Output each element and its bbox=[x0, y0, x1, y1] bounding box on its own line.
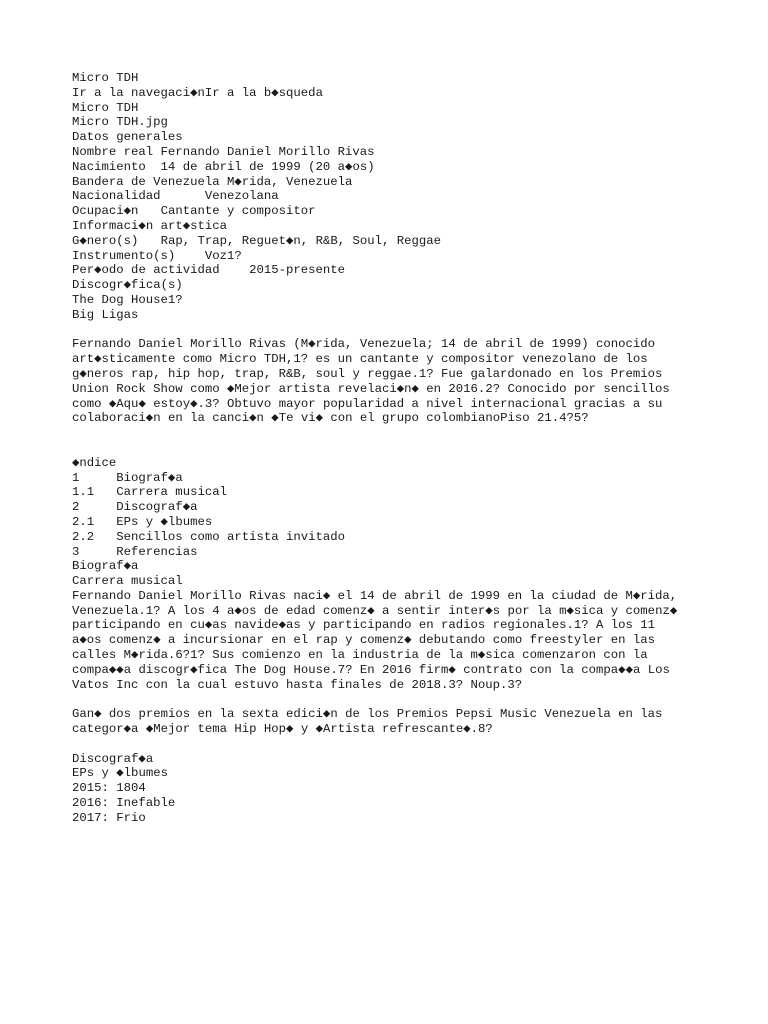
infobox-instruments: Instrumento(s) Voz1? bbox=[72, 248, 242, 263]
spacer bbox=[72, 737, 712, 752]
biography-line: Venezuela.1? A los 4 a◆os de edad comenz◆ a sentir inter◆s por la m◆sica y comenz◆ bbox=[72, 603, 678, 618]
spacer bbox=[72, 323, 712, 338]
infobox-label-item[interactable]: The Dog House1? bbox=[72, 292, 183, 307]
discography-heading: Discograf◆a bbox=[72, 751, 154, 766]
infobox-occupation: Ocupaci◆n Cantante y compositor bbox=[72, 204, 316, 219]
intro-line: colaboraci◆n en la canci◆n ◆Te vi◆ con el grupo colombianoPiso 21.4?5? bbox=[72, 411, 589, 426]
table-of-contents bbox=[72, 456, 712, 560]
infobox-genres: G◆nero(s) Rap, Trap, Reguet◆n, R&B, Soul, Reggae bbox=[72, 233, 442, 248]
page-title: Micro TDH bbox=[72, 71, 139, 85]
intro-line: Union Rock Show como ◆Mejor artista revelaci◆n◆ en 2016.2? Conocido por sencillos bbox=[72, 381, 670, 396]
career-subheading: Carrera musical bbox=[72, 574, 183, 589]
toc-heading: ◆ndice bbox=[72, 455, 117, 470]
infobox-image-filename[interactable]: Micro TDH.jpg bbox=[72, 115, 168, 130]
intro-line: art◆sticamente como Micro TDH,1? es un cantante y compositor venezolano de los bbox=[72, 352, 648, 367]
album-item: 2016: Inefable bbox=[72, 796, 176, 811]
infobox-birth: Nacimiento 14 de abril de 1999 (20 a◆os) bbox=[72, 159, 375, 174]
infobox-name: Micro TDH bbox=[72, 100, 139, 115]
biography-heading: Biograf◆a bbox=[72, 559, 139, 574]
toc-item[interactable]: 2.2 Sencillos como artista invitado bbox=[72, 529, 346, 544]
infobox-label-item[interactable]: Big Ligas bbox=[72, 307, 139, 322]
toc-item[interactable]: 2 Discograf◆a bbox=[72, 500, 198, 515]
skip-navigation-links[interactable]: Ir a la navegaci◆nIr a la b◆squeda bbox=[72, 85, 323, 100]
biography-line: a◆os comenz◆ a incursionar en el rap y comenz◆ debutando como freestyler en las bbox=[72, 633, 656, 648]
biography-section bbox=[72, 559, 712, 737]
infobox-real-name: Nombre real Fernando Daniel Morillo Rivas bbox=[72, 144, 375, 159]
infobox bbox=[72, 101, 712, 323]
biography-line: Fernando Daniel Morillo Rivas naci◆ el 14 de abril de 1999 en la ciudad de M◆rida, bbox=[72, 588, 678, 603]
document-page bbox=[72, 71, 712, 826]
infobox-general-heading: Datos generales bbox=[72, 130, 183, 145]
spacer bbox=[72, 692, 712, 707]
intro-line: g◆neros rap, hip hop, trap, R&B, soul y reggae.1? Fue galardonado en los Premios bbox=[72, 366, 663, 381]
albums-subheading: EPs y ◆lbumes bbox=[72, 766, 168, 781]
awards-line: categor◆a ◆Mejor tema Hip Hop◆ y ◆Artista refrescante◆.8? bbox=[72, 722, 493, 737]
biography-line: compa◆◆a discogr◆fica The Dog House.7? En 2016 firm◆ contrato con la compa◆◆a Los bbox=[72, 662, 670, 677]
album-item: 2017: Frio bbox=[72, 810, 146, 825]
infobox-active-period: Per◆odo de actividad 2015-presente bbox=[72, 263, 346, 278]
biography-line: participando en cu◆as navide◆as y participando en radios regionales.1? A los 11 bbox=[72, 618, 656, 633]
discography-section bbox=[72, 752, 712, 826]
toc-item[interactable]: 1.1 Carrera musical bbox=[72, 485, 227, 500]
album-item: 2015: 1804 bbox=[72, 781, 146, 796]
infobox-nationality: Nacionalidad Venezolana bbox=[72, 189, 279, 204]
spacer bbox=[72, 426, 712, 456]
toc-item[interactable]: 1 Biograf◆a bbox=[72, 470, 183, 485]
infobox-artistic-heading: Informaci◆n art◆stica bbox=[72, 218, 228, 233]
toc-item[interactable]: 2.1 EPs y ◆lbumes bbox=[72, 514, 213, 529]
intro-line: Fernando Daniel Morillo Rivas (M◆rida, Venezuela; 14 de abril de 1999) conocido bbox=[72, 337, 655, 352]
infobox-labels-heading: Discogr◆fica(s) bbox=[72, 278, 183, 293]
infobox-birthplace: Bandera de Venezuela M◆rida, Venezuela bbox=[72, 174, 353, 189]
biography-line: calles M◆rida.6?1? Sus comienzo en la industria de la m◆sica comenzaron con la bbox=[72, 648, 648, 663]
awards-line: Gan◆ dos premios en la sexta edici◆n de los Premios Pepsi Music Venezuela en las bbox=[72, 707, 663, 722]
intro-paragraph bbox=[72, 337, 712, 426]
biography-line: Vatos Inc con la cual estuvo hasta finales de 2018.3? Noup.3? bbox=[72, 677, 523, 692]
toc-item[interactable]: 3 Referencias bbox=[72, 544, 198, 559]
intro-line: como ◆Aqu◆ estoy◆.3? Obtuvo mayor popularidad a nivel internacional gracias a su bbox=[72, 396, 663, 411]
